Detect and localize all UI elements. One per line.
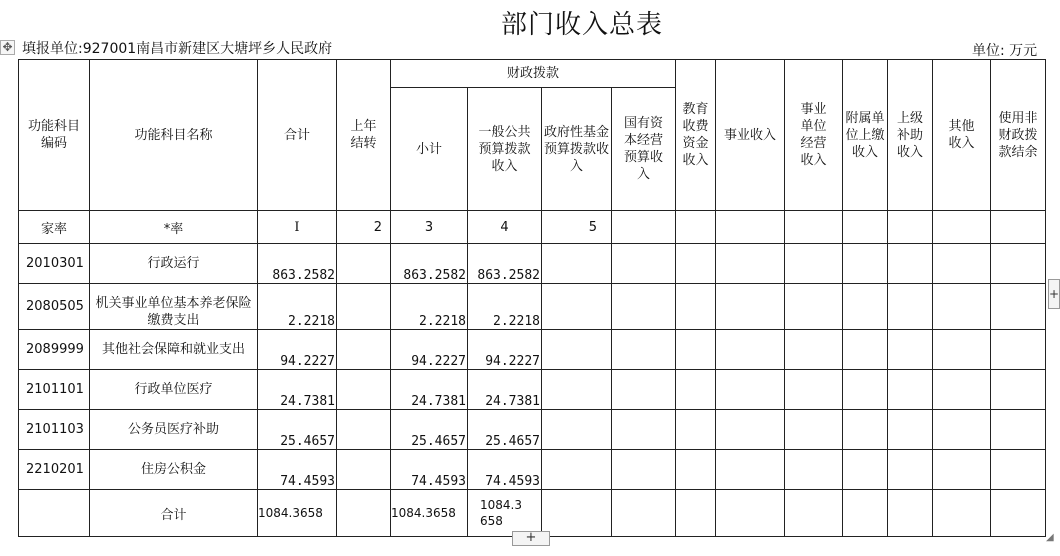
row-carryover — [337, 244, 391, 284]
index-affiliated-income — [843, 211, 888, 244]
page-title: 部门收入总表 — [500, 10, 663, 40]
row-subtotal: 74.4593 — [391, 450, 468, 490]
total-general-budget: 1084.3658 — [468, 490, 542, 537]
table-row — [19, 284, 1046, 330]
row-code: 2080505 — [19, 284, 90, 330]
header-business-income: 事业收入 — [716, 60, 785, 211]
header-name: 功能科目名称 — [90, 60, 258, 211]
row-carryover — [337, 330, 391, 370]
row-code: 2101101 — [19, 370, 90, 410]
index-gov-fund: 5 — [542, 211, 612, 244]
reporting-unit: 填报单位:927001南昌市新建区大塘坪乡人民政府 — [22, 41, 333, 57]
table-row — [19, 410, 1046, 450]
header-education-fee: 教育收费资金收入 — [676, 60, 716, 211]
row-carryover — [337, 370, 391, 410]
index-business-income — [716, 211, 785, 244]
row-subtotal: 2.2218 — [391, 284, 468, 330]
add-column-button[interactable]: + — [1048, 279, 1060, 309]
header-fiscal-group: 财政拨款 — [391, 60, 676, 88]
index-operating-income — [785, 211, 843, 244]
index-other-income — [933, 211, 991, 244]
header-other-income: 其他收入 — [933, 60, 991, 211]
total-total: 1084.3658 — [258, 490, 337, 537]
row-total: 863.2582 — [258, 244, 337, 284]
row-general-budget: 24.7381 — [468, 370, 542, 410]
row-name: 行政运行 — [90, 244, 258, 284]
row-code: 2101103 — [19, 410, 90, 450]
row-code: 2210201 — [19, 450, 90, 490]
resize-handle-icon[interactable]: ◢ — [1046, 532, 1054, 543]
row-general-budget: 74.4593 — [468, 450, 542, 490]
header-non-fiscal-balance: 使用非财政拨款结余 — [991, 60, 1046, 211]
move-icon[interactable]: ✥ — [0, 40, 15, 55]
income-summary-table — [18, 59, 1046, 537]
table-row — [19, 450, 1046, 490]
header-total: 合计 — [258, 60, 337, 211]
table-row — [19, 330, 1046, 370]
row-general-budget: 25.4657 — [468, 410, 542, 450]
table-row — [19, 370, 1046, 410]
row-name: 机关事业单位基本养老保险缴费支出 — [90, 284, 258, 330]
row-carryover — [337, 410, 391, 450]
row-general-budget: 863.2582 — [468, 244, 542, 284]
total-subtotal: 1084.3658 — [391, 490, 468, 537]
index-name: *率 — [90, 211, 258, 244]
header-subtotal: 小计 — [391, 88, 468, 211]
row-subtotal: 25.4657 — [391, 410, 468, 450]
row-name: 公务员医疗补助 — [90, 410, 258, 450]
row-total: 24.7381 — [258, 370, 337, 410]
currency-unit: 单位: 万元 — [972, 43, 1038, 59]
row-total: 74.4593 — [258, 450, 337, 490]
header-affiliated-income: 附属单位上缴收入 — [843, 60, 888, 211]
header-carryover: 上年结转 — [337, 60, 391, 211]
index-code: 家率 — [19, 211, 90, 244]
total-code — [19, 490, 90, 537]
row-name: 行政单位医疗 — [90, 370, 258, 410]
header-gov-fund: 政府性基金预算拨款收入 — [542, 88, 612, 211]
row-general-budget: 94.2227 — [468, 330, 542, 370]
row-code: 2089999 — [19, 330, 90, 370]
header-code: 功能科目编码 — [19, 60, 90, 211]
header-operating-income: 事业单位经营收入 — [785, 60, 843, 211]
add-row-button[interactable]: + — [512, 531, 550, 546]
index-state-capital — [612, 211, 676, 244]
row-name: 其他社会保障和就业支出 — [90, 330, 258, 370]
row-name: 住房公积金 — [90, 450, 258, 490]
index-total: I — [258, 211, 337, 244]
total-carryover — [337, 490, 391, 537]
row-general-budget: 2.2218 — [468, 284, 542, 330]
row-total: 25.4657 — [258, 410, 337, 450]
total-label: 合计 — [90, 490, 258, 537]
index-superior-subsidy — [888, 211, 933, 244]
row-total: 2.2218 — [258, 284, 337, 330]
index-subtotal: 3 — [391, 211, 468, 244]
index-non-fiscal-balance — [991, 211, 1046, 244]
header-general-budget: 一般公共预算拨款收入 — [468, 88, 542, 211]
header-state-capital: 国有资本经营预算收入 — [612, 88, 676, 211]
table-row — [19, 244, 1046, 284]
index-general-budget: 4 — [468, 211, 542, 244]
row-total: 94.2227 — [258, 330, 337, 370]
header-superior-subsidy: 上级补助收入 — [888, 60, 933, 211]
row-carryover — [337, 450, 391, 490]
row-subtotal: 863.2582 — [391, 244, 468, 284]
row-subtotal: 94.2227 — [391, 330, 468, 370]
row-subtotal: 24.7381 — [391, 370, 468, 410]
index-education-fee — [676, 211, 716, 244]
row-carryover — [337, 284, 391, 330]
row-code: 2010301 — [19, 244, 90, 284]
index-carryover: 2 — [337, 211, 391, 244]
